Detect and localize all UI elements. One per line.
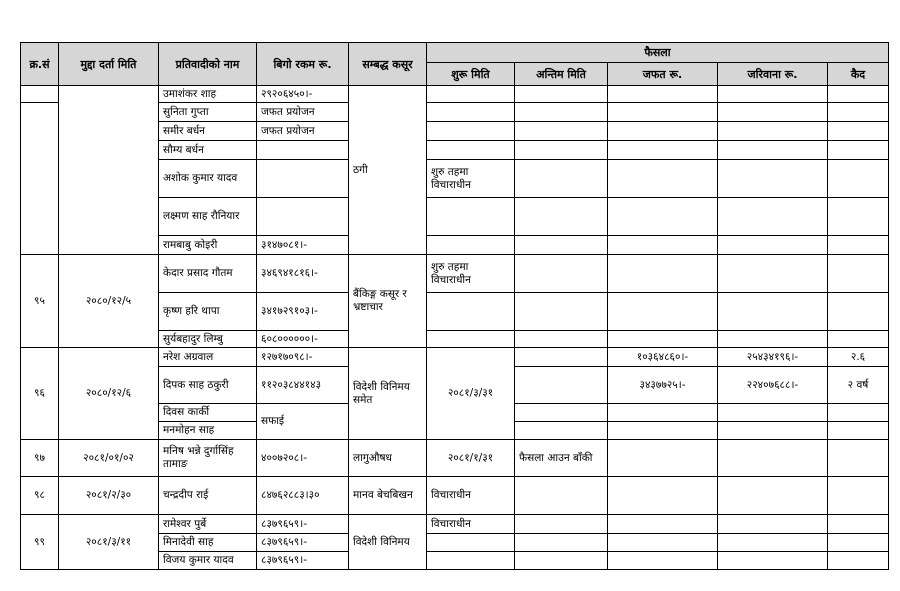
amount-cell: २९२०६४५०।- [257, 86, 349, 103]
amount-cell: ११२०३८४४१४३ [257, 367, 349, 404]
confiscation-cell [608, 552, 718, 570]
confiscation-cell [608, 422, 718, 440]
amount-cell: १२७१७०९८।- [257, 348, 349, 367]
fine-cell [718, 103, 828, 122]
defendant-cell: मनमोहन साह [159, 422, 257, 440]
final-date-cell [515, 236, 608, 255]
confiscation-cell [608, 440, 718, 477]
fine-cell [718, 552, 828, 570]
amount-cell: सफाई [257, 404, 349, 440]
fine-cell [718, 331, 828, 348]
offense-cell: लागुऔषध [349, 440, 427, 477]
fine-cell [718, 422, 828, 440]
fine-cell [718, 440, 828, 477]
confiscation-cell [608, 404, 718, 422]
prison-cell [828, 141, 889, 160]
defendant-cell: सुनिता गुप्ता [159, 103, 257, 122]
confiscation-cell [608, 515, 718, 534]
offense-cell: विदेशी विनिमय [349, 515, 427, 570]
amount-cell: ४००७२०८।- [257, 440, 349, 477]
header-registration-date: मुद्दा दर्ता मिति [59, 43, 159, 86]
amount-cell: जफत प्रयोजन [257, 103, 349, 122]
defendant-cell: लक्ष्मण साह रौनियार [159, 198, 257, 236]
start-date-cell: शुरु तहमा विचाराधीन [427, 160, 515, 198]
prison-cell [828, 534, 889, 552]
header-start-date: शुरू मिति [427, 63, 515, 86]
defendant-cell: कृष्ण हरि थापा [159, 293, 257, 331]
sn-cell: ९९ [21, 515, 59, 570]
prison-cell [828, 255, 889, 293]
final-date-cell [515, 477, 608, 515]
defendant-cell: रामबाबु कोइरी [159, 236, 257, 255]
prison-cell [828, 422, 889, 440]
sn-cell: ९७ [21, 440, 59, 477]
offense-cell: बैंकिङ्ग कसूर र भ्रष्टाचार [349, 255, 427, 348]
defendant-cell: सुर्यबहादुर लिम्बु [159, 331, 257, 348]
fine-cell [718, 86, 828, 103]
confiscation-cell [608, 331, 718, 348]
defendant-cell: दिपक साह ठकुरी [159, 367, 257, 404]
confiscation-cell [608, 198, 718, 236]
final-date-cell [515, 141, 608, 160]
prison-cell [828, 103, 889, 122]
sn-cell: ९८ [21, 477, 59, 515]
defendant-cell: विजय कुमार यादव [159, 552, 257, 570]
fine-cell [718, 534, 828, 552]
prison-cell: २.६ [828, 348, 889, 367]
start-date-cell [427, 236, 515, 255]
header-confiscation: जफत रू. [608, 63, 718, 86]
date-cell: २०८१/२/३० [59, 477, 159, 515]
final-date-cell [515, 103, 608, 122]
offense-cell: विदेशी विनिमय समेत [349, 348, 427, 440]
final-date-cell [515, 122, 608, 141]
final-date-cell [515, 404, 608, 422]
defendant-cell: चन्द्रदीप राई [159, 477, 257, 515]
start-date-cell: शुरु तहमा विचाराधीन [427, 255, 515, 293]
table-row [21, 477, 889, 515]
final-date-cell [515, 198, 608, 236]
case-table-container [20, 42, 889, 570]
final-date-cell [515, 422, 608, 440]
amount-cell [257, 198, 349, 236]
final-date-cell [515, 255, 608, 293]
sn-cell [21, 86, 59, 103]
table-row [21, 348, 889, 367]
final-date-cell [515, 534, 608, 552]
fine-cell [718, 236, 828, 255]
start-date-cell [427, 331, 515, 348]
header-amount: बिगो रकम रू. [257, 43, 349, 86]
date-cell: २०८१/०१/०२ [59, 440, 159, 477]
start-date-cell: २०८१/१/३१ [427, 440, 515, 477]
fine-cell [718, 293, 828, 331]
confiscation-cell [608, 86, 718, 103]
confiscation-cell [608, 160, 718, 198]
start-date-cell [427, 293, 515, 331]
final-date-cell [515, 160, 608, 198]
header-offense: सम्बद्ध कसूर [349, 43, 427, 86]
amount-cell: ८४७६२८८३।३० [257, 477, 349, 515]
fine-cell [718, 198, 828, 236]
final-date-cell [515, 348, 608, 367]
start-date-cell [427, 141, 515, 160]
amount-cell [257, 141, 349, 160]
start-date-cell [427, 122, 515, 141]
sn-cell: ९६ [21, 348, 59, 440]
sn-cell [21, 103, 59, 255]
offense-cell: मानव बेचबिखन [349, 477, 427, 515]
fine-cell [718, 515, 828, 534]
confiscation-cell [608, 477, 718, 515]
defendant-cell: उमाशंकर शाह [159, 86, 257, 103]
confiscation-cell [608, 293, 718, 331]
table-row [21, 515, 889, 534]
prison-cell [828, 477, 889, 515]
fine-cell [718, 477, 828, 515]
start-date-cell: विचाराधीन [427, 515, 515, 534]
header-fine: जरिवाना रू. [718, 63, 828, 86]
prison-cell [828, 160, 889, 198]
amount-cell: जफत प्रयोजन [257, 122, 349, 141]
defendant-cell: अशोक कुमार यादव [159, 160, 257, 198]
prison-cell [828, 404, 889, 422]
date-cell [59, 86, 159, 255]
table-row [21, 255, 889, 293]
case-table [20, 42, 889, 570]
start-date-cell [427, 198, 515, 236]
defendant-cell: नरेश अग्रवाल [159, 348, 257, 367]
fine-cell [718, 160, 828, 198]
final-date-cell [515, 293, 608, 331]
header-prison: कैद [828, 63, 889, 86]
header-verdict: फैसला [427, 43, 889, 63]
confiscation-cell [608, 534, 718, 552]
header-sn: क्र.सं [21, 43, 59, 86]
defendant-cell: केदार प्रसाद गौतम [159, 255, 257, 293]
fine-cell: २२४०७६८८।- [718, 367, 828, 404]
prison-cell [828, 122, 889, 141]
sn-cell: ९५ [21, 255, 59, 348]
start-date-cell [427, 103, 515, 122]
defendant-cell: मिनादेवी साह [159, 534, 257, 552]
confiscation-cell [608, 103, 718, 122]
defendant-cell: दिवस कार्की [159, 404, 257, 422]
start-date-cell [427, 534, 515, 552]
fine-cell: २५४३४१९६।- [718, 348, 828, 367]
confiscation-cell: ३४३७७२५।- [608, 367, 718, 404]
prison-cell [828, 86, 889, 103]
final-date-cell [515, 86, 608, 103]
start-date-cell [427, 86, 515, 103]
date-cell: २०८०/१२/५ [59, 255, 159, 348]
start-date-cell: २०८१/३/३१ [427, 348, 515, 440]
confiscation-cell [608, 122, 718, 141]
fine-cell [718, 141, 828, 160]
amount-cell: ८३७९६५९।- [257, 552, 349, 570]
final-date-cell [515, 367, 608, 404]
defendant-cell: सौम्य बर्धन [159, 141, 257, 160]
defendant-cell: मनिष भन्ने दुर्गासिंह तामाङ [159, 440, 257, 477]
prison-cell [828, 331, 889, 348]
fine-cell [718, 255, 828, 293]
fine-cell [718, 122, 828, 141]
confiscation-cell [608, 255, 718, 293]
prison-cell: २ वर्ष [828, 367, 889, 404]
start-date-cell: विचाराधीन [427, 477, 515, 515]
prison-cell [828, 552, 889, 570]
confiscation-cell [608, 141, 718, 160]
final-date-cell: फैसला आउन बाँकी [515, 440, 608, 477]
defendant-cell: समीर बर्धन [159, 122, 257, 141]
header-defendant-name: प्रतिवादीको नाम [159, 43, 257, 86]
defendant-cell: रामेश्वर पुर्बे [159, 515, 257, 534]
date-cell: २०८०/१२/६ [59, 348, 159, 440]
confiscation-cell [608, 236, 718, 255]
amount-cell: ८३७९६५९।- [257, 515, 349, 534]
amount-cell: ३४१७२९१०३।- [257, 293, 349, 331]
amount-cell: ८३७९६५९।- [257, 534, 349, 552]
amount-cell: ३४६९४१८१६।- [257, 255, 349, 293]
amount-cell: ३१४७०८१।- [257, 236, 349, 255]
amount-cell: ६०८००००००।- [257, 331, 349, 348]
prison-cell [828, 293, 889, 331]
prison-cell [828, 236, 889, 255]
offense-cell: ठगी [349, 86, 427, 255]
start-date-cell [427, 552, 515, 570]
date-cell: २०८१/३/११ [59, 515, 159, 570]
prison-cell [828, 515, 889, 534]
confiscation-cell: १०३६४८६०।- [608, 348, 718, 367]
fine-cell [718, 404, 828, 422]
prison-cell [828, 440, 889, 477]
amount-cell [257, 160, 349, 198]
header-final-date: अन्तिम मिति [515, 63, 608, 86]
final-date-cell [515, 331, 608, 348]
table-row [21, 440, 889, 477]
table-row [21, 86, 889, 103]
final-date-cell [515, 515, 608, 534]
final-date-cell [515, 552, 608, 570]
prison-cell [828, 198, 889, 236]
